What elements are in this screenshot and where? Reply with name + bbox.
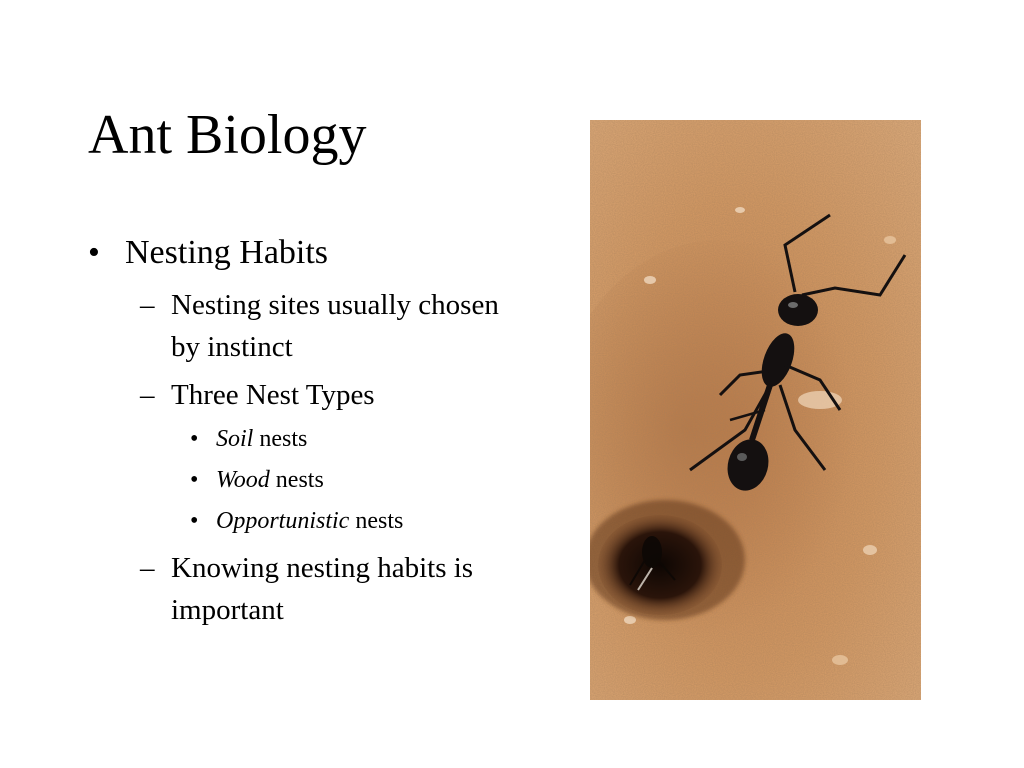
bullet-text: Nesting Habits: [125, 234, 329, 271]
dash-marker: –: [140, 552, 155, 584]
nest-type-name: Opportunistic: [216, 508, 350, 534]
bullet-marker: •: [190, 508, 199, 534]
sub-bullet-line-2: by instinct: [171, 331, 293, 363]
nest-type-suffix: nests: [269, 467, 324, 493]
bullet-marker: •: [190, 467, 199, 493]
ant-photo: [590, 120, 921, 700]
slide-title: Ant Biology: [88, 104, 367, 166]
nest-type-name: Wood: [216, 467, 270, 493]
sub-bullet-line-2: important: [171, 594, 284, 626]
ant-photo-image: [590, 120, 921, 700]
bullet-marker: •: [88, 234, 100, 271]
sub-bullet-line-1: Knowing nesting habits is: [171, 552, 474, 584]
nest-type-suffix: nests: [349, 508, 404, 534]
sub-bullet-text: Three Nest Types: [171, 379, 375, 411]
bullet-marker: •: [190, 426, 199, 452]
sub-bullet-line-1: Nesting sites usually chosen: [171, 289, 499, 321]
nest-type-suffix: nests: [253, 426, 308, 452]
dash-marker: –: [140, 289, 155, 321]
nest-type-name: Soil: [216, 426, 254, 452]
nest-hole: [598, 515, 722, 615]
dash-marker: –: [140, 379, 155, 411]
